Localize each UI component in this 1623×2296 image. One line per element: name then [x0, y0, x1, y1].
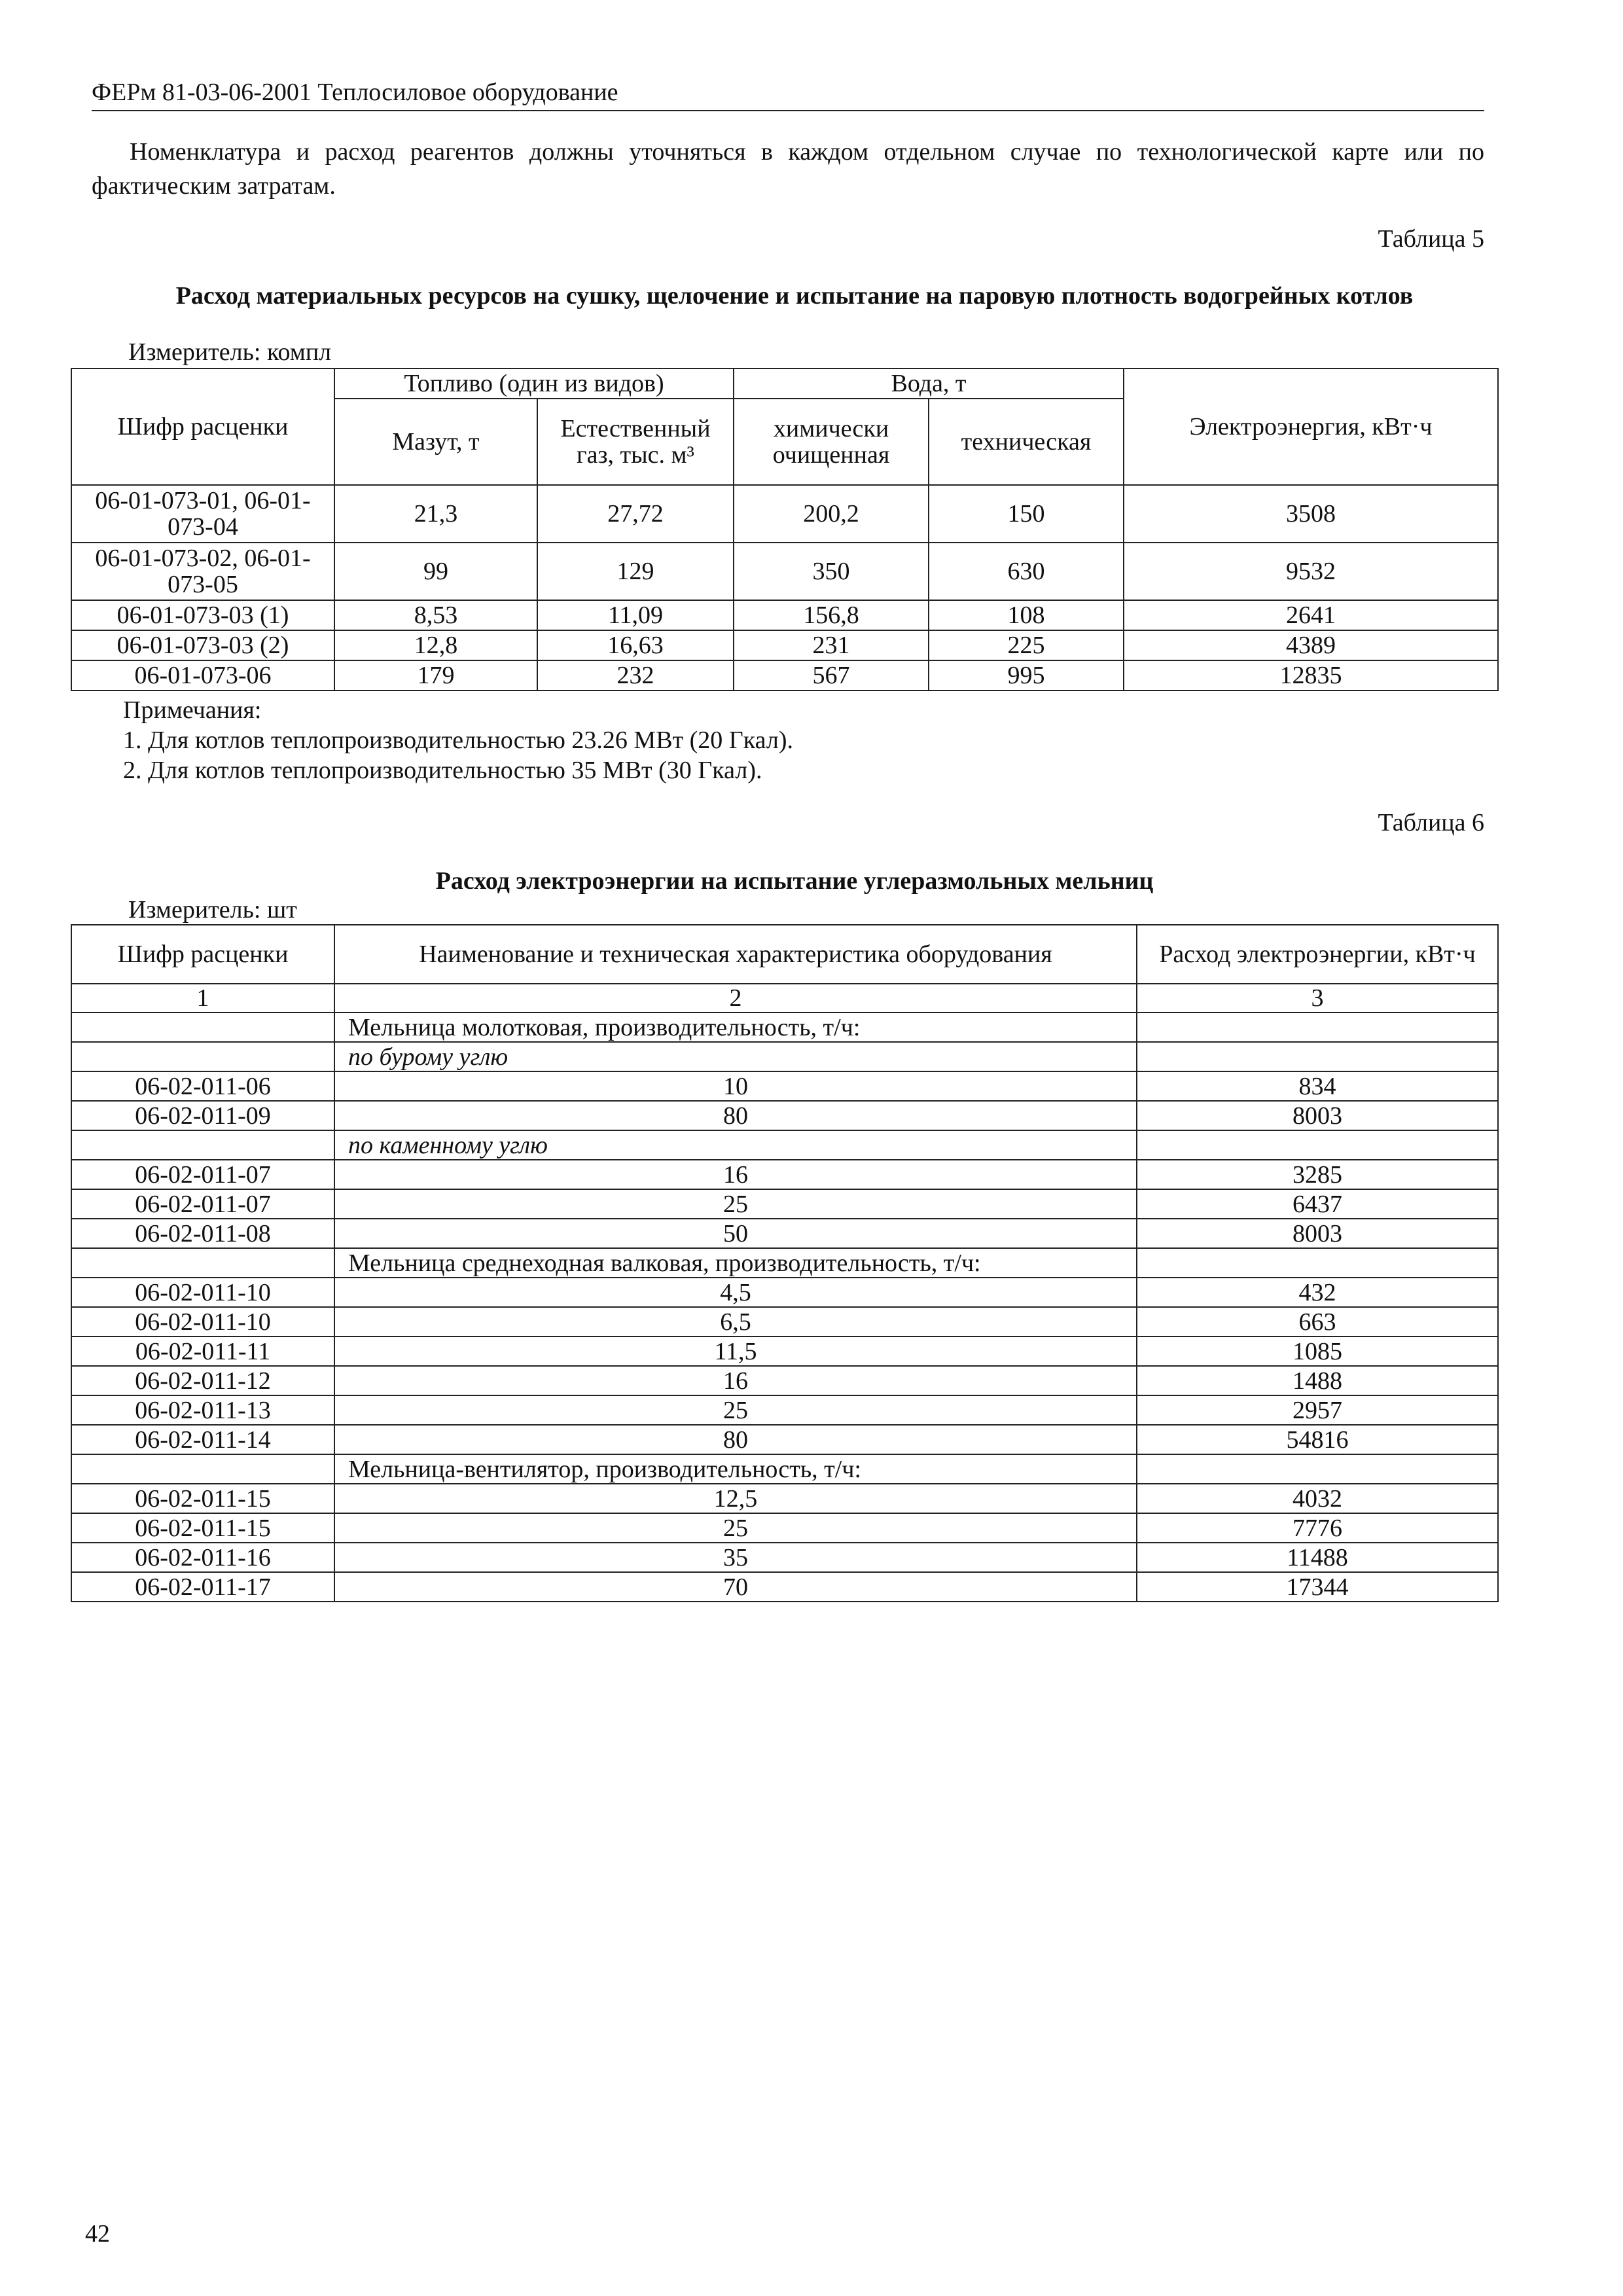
table6 — [71, 924, 1499, 1602]
t6-cell-name: 4,5 — [334, 1278, 1137, 1307]
table5-title: Расход материальных ресурсов на сушку, щелочение и испытание на паровую плотность водогрейных котлов — [175, 282, 1414, 310]
t6-cell-name: по бурому углю — [334, 1042, 1137, 1071]
t6-cell-name: по каменному углю — [334, 1130, 1137, 1160]
t6-cell-code: 06-02-011-09 — [71, 1101, 334, 1130]
t6-cell-value: 17344 — [1137, 1572, 1498, 1602]
t5-cell-chem: 200,2 — [734, 485, 929, 543]
t6-cell-value: 1488 — [1137, 1366, 1498, 1395]
t6-cell-code: 06-02-011-17 — [71, 1572, 334, 1602]
table-row — [71, 1013, 1498, 1042]
page-number: 42 — [85, 2220, 110, 2248]
t6-cell-value: 1085 — [1137, 1336, 1498, 1366]
t6-cell-value — [1137, 1042, 1498, 1071]
t6-cell-name: 10 — [334, 1071, 1137, 1101]
t6-cell-code: 06-02-011-13 — [71, 1395, 334, 1425]
t6-cell-value: 54816 — [1137, 1425, 1498, 1454]
t5-cell-electric: 4389 — [1124, 630, 1498, 660]
t6-colnum-2: 2 — [334, 984, 1137, 1013]
table-row — [71, 660, 1498, 691]
table-row — [71, 1572, 1498, 1602]
t6-cell-name: 80 — [334, 1425, 1137, 1454]
table6-number: Таблица 6 — [1378, 809, 1484, 836]
t5-header-water: Вода, т — [734, 368, 1124, 399]
table-row — [71, 600, 1498, 630]
t6-cell-name: 80 — [334, 1101, 1137, 1130]
table-row — [71, 1248, 1498, 1278]
t6-cell-value: 8003 — [1137, 1101, 1498, 1130]
t5-cell-gas: 11,09 — [537, 600, 734, 630]
t6-cell-name: 11,5 — [334, 1336, 1137, 1366]
t5-header-chem: химически очищенная — [734, 399, 929, 485]
t5-cell-chem: 567 — [734, 660, 929, 691]
t6-cell-name: 16 — [334, 1160, 1137, 1189]
table5 — [71, 368, 1499, 691]
t5-cell-gas: 16,63 — [537, 630, 734, 660]
t5-cell-gas: 27,72 — [537, 485, 734, 543]
t6-cell-value: 663 — [1137, 1307, 1498, 1336]
t6-cell-value: 6437 — [1137, 1189, 1498, 1219]
table-row — [71, 1543, 1498, 1572]
t5-header-code: Шифр расценки — [71, 368, 334, 485]
t6-cell-name: Мельница-вентилятор, производительность, т/ч: — [334, 1454, 1137, 1484]
t5-cell-gas: 129 — [537, 543, 734, 600]
t5-cell-electric: 12835 — [1124, 660, 1498, 691]
t5-cell-mazut: 99 — [334, 543, 537, 600]
t5-cell-code: 06-01-073-01, 06-01-073-04 — [71, 485, 334, 543]
t5-cell-electric: 3508 — [1124, 485, 1498, 543]
t6-cell-code: 06-02-011-10 — [71, 1278, 334, 1307]
table-row — [71, 1101, 1498, 1130]
t6-cell-value — [1137, 1130, 1498, 1160]
t5-header-electric: Электроэнергия, кВт·ч — [1124, 368, 1498, 485]
t5-cell-chem: 231 — [734, 630, 929, 660]
t6-cell-name: 70 — [334, 1572, 1137, 1602]
table6-title: Расход электроэнергии на испытание углеразмольных мельниц — [435, 867, 1154, 895]
t6-cell-code: 06-02-011-15 — [71, 1484, 334, 1513]
t6-cell-code: 06-02-011-11 — [71, 1336, 334, 1366]
t5-cell-electric: 9532 — [1124, 543, 1498, 600]
t6-colnum-1: 1 — [71, 984, 334, 1013]
table-row — [71, 1366, 1498, 1395]
t6-header-name: Наименование и техническая характеристика оборудования — [334, 925, 1137, 984]
t5-cell-gas: 232 — [537, 660, 734, 691]
t6-cell-value: 834 — [1137, 1071, 1498, 1101]
table-row — [71, 485, 1498, 543]
table5-notes — [123, 695, 793, 785]
note-2: 2. Для котлов теплопроизводительностью 35 МВт (30 Гкал). — [123, 757, 762, 784]
table-row — [71, 1042, 1498, 1071]
t6-cell-name: Мельница молотковая, производительность, т/ч: — [334, 1013, 1137, 1042]
t5-cell-code: 06-01-073-03 (1) — [71, 600, 334, 630]
t5-header-gas: Естественный газ, тыс. м³ — [537, 399, 734, 485]
t6-cell-code — [71, 1042, 334, 1071]
t5-cell-code: 06-01-073-02, 06-01-073-05 — [71, 543, 334, 600]
table-row — [71, 1130, 1498, 1160]
t6-cell-value: 2957 — [1137, 1395, 1498, 1425]
t5-cell-tech: 108 — [929, 600, 1124, 630]
table-row — [71, 1307, 1498, 1336]
t6-cell-code: 06-02-011-12 — [71, 1366, 334, 1395]
t6-cell-value: 11488 — [1137, 1543, 1498, 1572]
t5-cell-tech: 150 — [929, 485, 1124, 543]
t6-cell-code — [71, 1248, 334, 1278]
table-row — [71, 1278, 1498, 1307]
t6-cell-value: 3285 — [1137, 1160, 1498, 1189]
t6-cell-value — [1137, 1454, 1498, 1484]
t6-cell-name: Мельница среднеходная валковая, производительность, т/ч: — [334, 1248, 1137, 1278]
t6-cell-name: 25 — [334, 1395, 1137, 1425]
t5-cell-tech: 225 — [929, 630, 1124, 660]
table-row — [71, 1425, 1498, 1454]
t5-cell-mazut: 12,8 — [334, 630, 537, 660]
table-row — [71, 1454, 1498, 1484]
table5-number: Таблица 5 — [1378, 225, 1484, 253]
t6-cell-code: 06-02-011-07 — [71, 1189, 334, 1219]
table-row — [71, 1189, 1498, 1219]
t6-cell-name: 12,5 — [334, 1484, 1137, 1513]
table6-unit: Измеритель: шт — [128, 896, 297, 924]
t5-cell-electric: 2641 — [1124, 600, 1498, 630]
table5-unit: Измеритель: компл — [128, 338, 332, 366]
t6-cell-value: 4032 — [1137, 1484, 1498, 1513]
t6-header-consumption: Расход электроэнергии, кВт·ч — [1137, 925, 1498, 984]
t6-cell-code — [71, 1454, 334, 1484]
t6-colnum-3: 3 — [1137, 984, 1498, 1013]
t6-cell-code: 06-02-011-07 — [71, 1160, 334, 1189]
table-row — [71, 1160, 1498, 1189]
t5-cell-tech: 630 — [929, 543, 1124, 600]
t6-cell-value: 432 — [1137, 1278, 1498, 1307]
note-1: 1. Для котлов теплопроизводительностью 23.26 МВт (20 Гкал). — [123, 726, 793, 754]
t6-cell-code — [71, 1130, 334, 1160]
t6-cell-value — [1137, 1248, 1498, 1278]
t6-cell-code: 06-02-011-15 — [71, 1513, 334, 1543]
t5-cell-chem: 156,8 — [734, 600, 929, 630]
page-header: ФЕРм 81-03-06-2001 Теплосиловое оборудование — [92, 76, 1484, 111]
t6-cell-name: 35 — [334, 1543, 1137, 1572]
intro-paragraph: Номенклатура и расход реагентов должны уточняться в каждом отдельном случае по технологической карте или по фактическим затратам. — [92, 138, 1484, 200]
t6-cell-code: 06-02-011-10 — [71, 1307, 334, 1336]
t5-cell-mazut: 8,53 — [334, 600, 537, 630]
t6-cell-code — [71, 1013, 334, 1042]
t5-header-mazut: Мазут, т — [334, 399, 537, 485]
table-row — [71, 1395, 1498, 1425]
t5-cell-code: 06-01-073-03 (2) — [71, 630, 334, 660]
t6-cell-value: 8003 — [1137, 1219, 1498, 1248]
t6-cell-code: 06-02-011-16 — [71, 1543, 334, 1572]
t5-cell-code: 06-01-073-06 — [71, 660, 334, 691]
table-row — [71, 1219, 1498, 1248]
t6-cell-code: 06-02-011-14 — [71, 1425, 334, 1454]
t6-cell-code: 06-02-011-06 — [71, 1071, 334, 1101]
t6-header-code: Шифр расценки — [71, 925, 334, 984]
table-row — [71, 543, 1498, 600]
t5-header-fuel: Топливо (один из видов) — [334, 368, 734, 399]
t6-cell-value: 7776 — [1137, 1513, 1498, 1543]
t6-cell-name: 25 — [334, 1513, 1137, 1543]
table-row — [71, 630, 1498, 660]
t6-cell-name: 6,5 — [334, 1307, 1137, 1336]
t6-cell-name: 50 — [334, 1219, 1137, 1248]
t5-header-tech: техническая — [929, 399, 1124, 485]
t5-cell-mazut: 179 — [334, 660, 537, 691]
table-row — [71, 1513, 1498, 1543]
notes-heading: Примечания: — [123, 696, 262, 724]
table-row — [71, 1336, 1498, 1366]
t5-cell-tech: 995 — [929, 660, 1124, 691]
t5-cell-chem: 350 — [734, 543, 929, 600]
t6-cell-name: 16 — [334, 1366, 1137, 1395]
table-row — [71, 1484, 1498, 1513]
table-row — [71, 1071, 1498, 1101]
t6-cell-value — [1137, 1013, 1498, 1042]
t5-cell-mazut: 21,3 — [334, 485, 537, 543]
t6-cell-code: 06-02-011-08 — [71, 1219, 334, 1248]
t6-cell-name: 25 — [334, 1189, 1137, 1219]
